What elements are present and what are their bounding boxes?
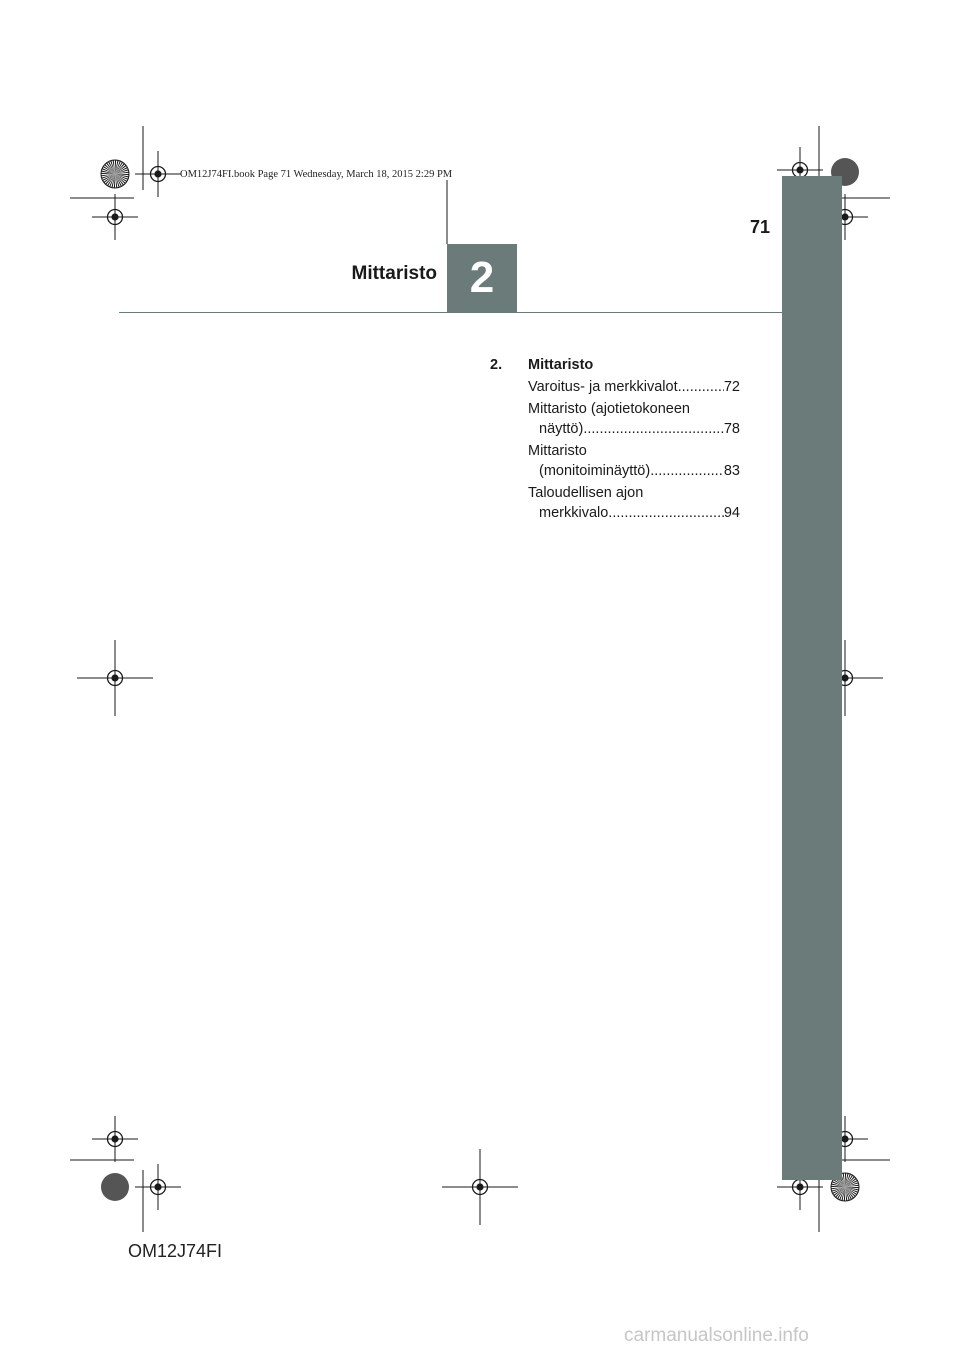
toc-entry-page: 94 [723,505,740,521]
chapter-number-box: 2 [447,244,517,312]
toc-entry[interactable] [528,441,740,481]
toc-section-heading [490,355,740,375]
toc-entry-label: Mittaristo (ajotietokoneen [528,401,690,417]
starburst-target-icon [101,160,129,188]
toc-section-number: 2. [490,357,503,373]
toc-section-title: Mittaristo [528,357,594,373]
toc-entry-label-continued: merkkivalo [539,505,609,521]
registration-mark-icon [442,1149,518,1225]
toc-entry-label: Taloudellisen ajon [528,485,644,501]
table-of-contents [490,355,740,525]
chapter-title: Mittaristo [351,263,437,284]
toc-dot-leader [650,461,724,481]
page-number: 71 [749,217,770,237]
registration-mark-icon [135,1164,181,1210]
toc-entry-page: 83 [723,463,740,479]
toc-dot-leader [678,377,724,397]
solid-gray-disc-icon [101,1173,129,1201]
chapter-side-tab [782,176,842,1180]
manual-code: OM12J74FI [128,1241,223,1261]
toc-entry-page: 78 [723,421,740,437]
registration-mark-icon [92,1116,138,1162]
registration-mark-icon [77,640,153,716]
toc-entry-label-continued: näyttö) [539,421,584,437]
book-info-line: OM12J74FI.book Page 71 Wednesday, March 18, 2015 2:29 PM [180,169,453,180]
toc-entry-label: Mittaristo [528,443,587,459]
registration-mark-icon [135,151,181,197]
toc-dot-leader [583,419,724,439]
toc-dot-leader [608,503,724,523]
toc-entry-label-continued: (monitoiminäyttö) [539,463,651,479]
toc-entry[interactable] [528,483,740,523]
toc-entry[interactable] [528,377,740,397]
toc-entry-page: 72 [723,379,740,395]
toc-entry-label: Varoitus- ja merkkivalot [528,379,678,395]
header-rule [119,312,782,313]
toc-entry[interactable] [528,399,740,439]
site-watermark: carmanualsonline.info [624,1325,809,1346]
registration-mark-icon [92,194,138,240]
